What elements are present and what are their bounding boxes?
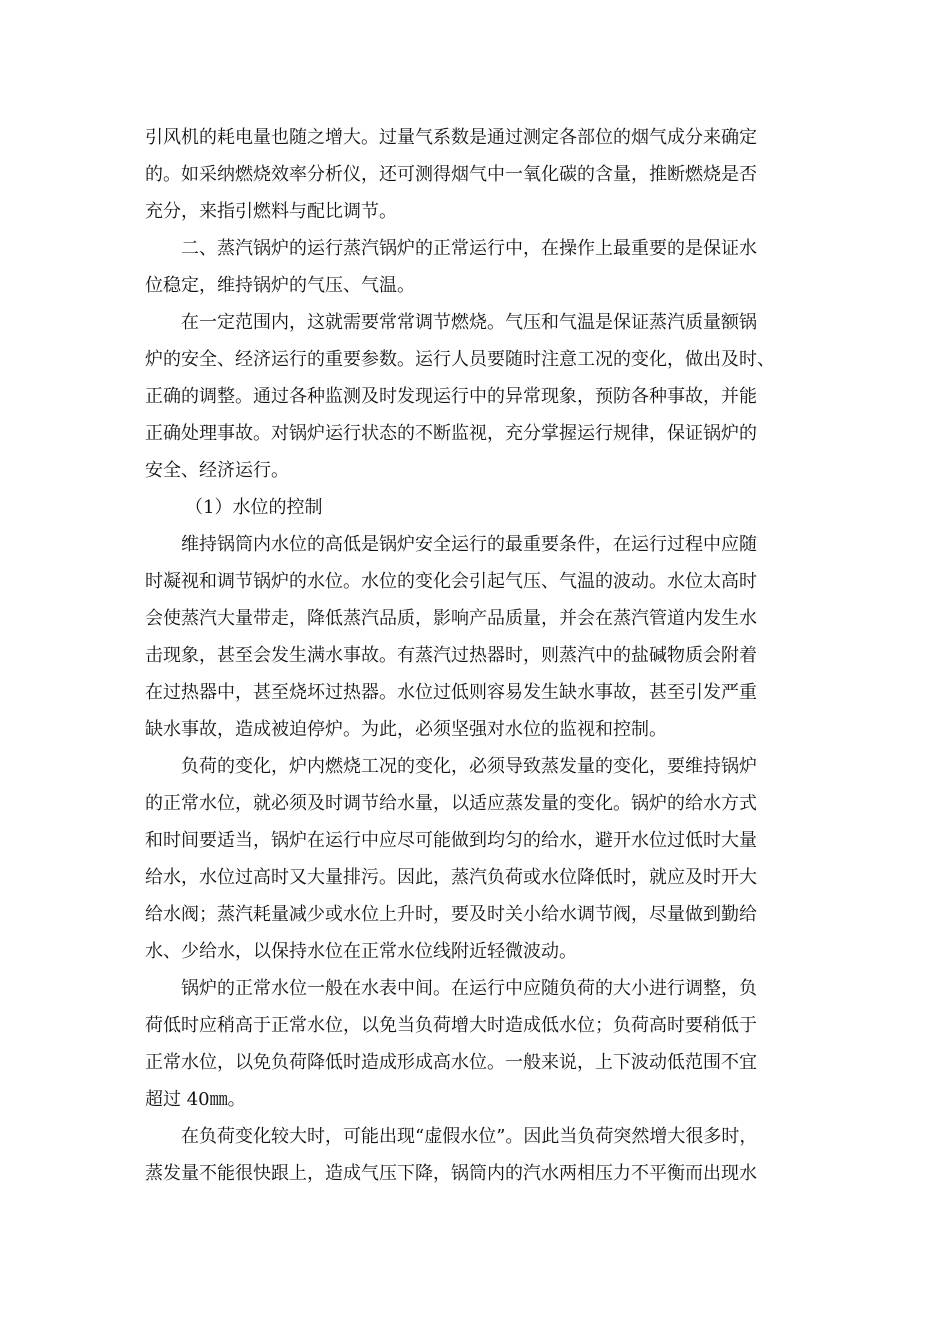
text-line: 给水阀；蒸汽耗量减少或水位上升时，要及时关小给水调节阀，尽量做到勤给	[145, 904, 757, 925]
text-line: 正常水位，以免负荷降低时造成形成高水位。一般来说，上下波动低范围不宜	[145, 1052, 757, 1073]
text-line: 安全、经济运行。	[145, 460, 289, 481]
text-line: 在一定范围内，这就需要常常调节燃烧。气压和气温是保证蒸汽质量额锅	[181, 312, 757, 333]
text-line: 引风机的耗电量也随之增大。过量气系数是通过测定各部位的烟气成分来确定	[145, 127, 757, 148]
text-line: 时凝视和调节锅炉的水位。水位的变化会引起气压、气温的波动。水位太高时	[145, 571, 757, 592]
text-line: 缺水事故，造成被迫停炉。为此，必须坚强对水位的监视和控制。	[145, 719, 667, 740]
text-line: 位稳定，维持锅炉的气压、气温。	[145, 275, 415, 296]
text-line: 会使蒸汽大量带走，降低蒸汽品质，影响产品质量，并会在蒸汽管道内发生水	[145, 608, 757, 629]
text-line: 蒸发量不能很快跟上，造成气压下降，锅筒内的汽水两相压力不平衡而出现水	[145, 1163, 757, 1184]
document-body	[145, 119, 810, 1192]
section-heading: （1）水位的控制	[185, 497, 323, 518]
text-line: 水、少给水，以保持水位在正常水位线附近轻微波动。	[145, 941, 577, 962]
text-line: 荷低时应稍高于正常水位，以免当负荷增大时造成低水位；负荷高时要稍低于	[145, 1015, 757, 1036]
text-line: 正确处理事故。对锅炉运行状态的不断监视，充分掌握运行规律，保证锅炉的	[145, 423, 757, 444]
text-line: 在负荷变化较大时，可能出现“虚假水位”。因此当负荷突然增大很多时，	[181, 1126, 758, 1147]
text-line: 的正常水位，就必须及时调节给水量，以适应蒸发量的变化。锅炉的给水方式	[145, 793, 757, 814]
text-line: 负荷的变化，炉内燃烧工况的变化，必须导致蒸发量的变化，要维持锅炉	[181, 756, 757, 777]
text-line: 炉的安全、经济运行的重要参数。运行人员要随时注意工况的变化，做出及时、	[145, 349, 775, 370]
text-line: 锅炉的正常水位一般在水表中间。在运行中应随负荷的大小进行调整，负	[181, 978, 757, 999]
text-line: 的。如采纳燃烧效率分析仪，还可测得烟气中一氧化碳的含量，推断燃烧是否	[145, 164, 757, 185]
text-line: 正确的调整。通过各种监测及时发现运行中的异常现象，预防各种事故，并能	[145, 386, 757, 407]
text-line: 给水，水位过高时又大量排污。因此，蒸汽负荷或水位降低时，就应及时开大	[145, 867, 757, 888]
text-line: 充分，来指引燃料与配比调节。	[145, 201, 397, 222]
text-line: 击现象，甚至会发生满水事故。有蒸汽过热器时，则蒸汽中的盐碱物质会附着	[145, 645, 757, 666]
text-line: 和时间要适当，锅炉在运行中应尽可能做到均匀的给水，避开水位过低时大量	[145, 830, 757, 851]
text-line: 在过热器中，甚至烧坏过热器。水位过低则容易发生缺水事故，甚至引发严重	[145, 682, 757, 703]
text-line: 超过 40㎜。	[145, 1089, 246, 1110]
text-line: 维持锅筒内水位的高低是锅炉安全运行的最重要条件，在运行过程中应随	[181, 534, 757, 555]
text-line: 二、蒸汽锅炉的运行蒸汽锅炉的正常运行中，在操作上最重要的是保证水	[181, 238, 757, 259]
